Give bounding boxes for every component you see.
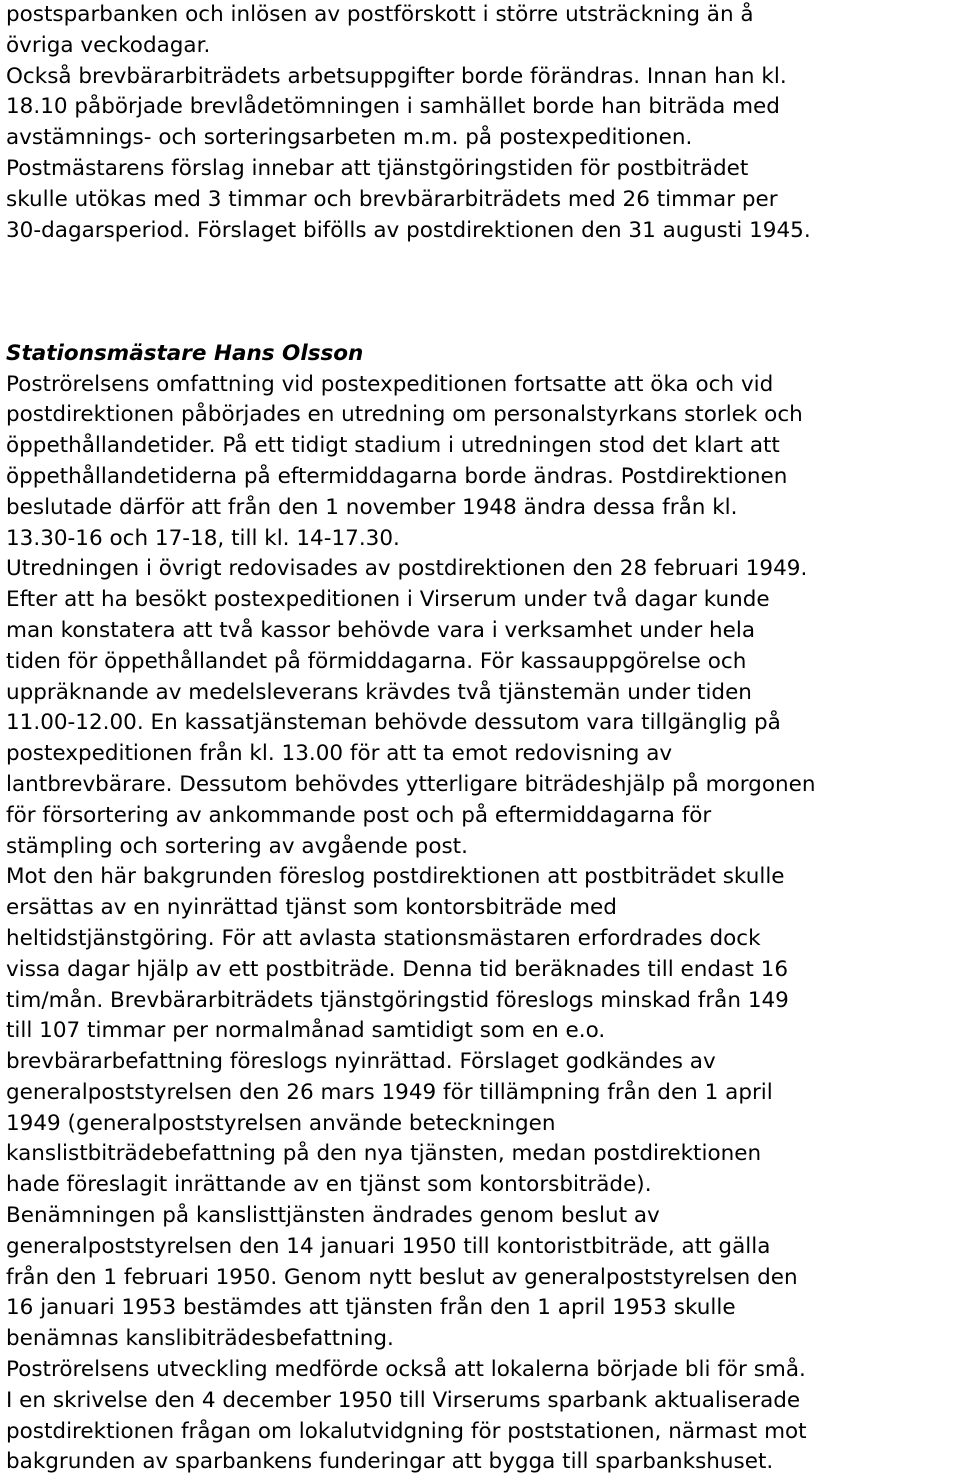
section-heading: Stationsmästare Hans Olsson	[6, 340, 364, 366]
text-line: postsparbanken och inlösen av postförskott i större utsträckning än å	[6, 2, 754, 27]
text-line: 18.10 påbörjade brevlådetömningen i samhället borde han biträda med	[6, 94, 780, 120]
text-line: öppethållandetider. På ett tidigt stadium i utredningen stod det klart att	[6, 433, 780, 459]
text-line: 11.00-12.00. En kassatjänsteman behövde dessutom vara tillgänglig på	[6, 710, 781, 736]
text-line: postdirektionen påbörjades en utredning om personalstyrkans storlek och	[6, 402, 803, 428]
text-line: Efter att ha besökt postexpeditionen i Virserum under två dagar kunde	[6, 587, 770, 613]
paragraph-block-intro	[6, 0, 956, 246]
text-line: man konstatera att två kassor behövde vara i verksamhet under hela	[6, 617, 755, 643]
text-line: generalpoststyrelsen den 14 januari 1950 till kontoristbiträde, att gälla	[6, 1233, 771, 1259]
text-line: 13.30-16 och 17-18, till kl. 14-17.30.	[6, 525, 400, 551]
text-line: övriga veckodagar.	[6, 32, 211, 58]
text-line: tiden för öppethållandet på förmiddagarna. För kassauppgörelse och	[6, 648, 747, 674]
section-gap	[6, 246, 956, 338]
text-line: till 107 timmar per normalmånad samtidigt som en e.o.	[6, 1018, 606, 1044]
text-line: Mot den här bakgrunden föreslog postdirektionen att postbiträdet skulle	[6, 864, 785, 890]
text-line: brevbärarbefattning föreslogs nyinrättad. Förslaget godkändes av	[6, 1049, 716, 1075]
text-line: Poströrelsens utveckling medförde också att lokalerna började bli för små.	[6, 1357, 806, 1383]
text-line: beslutade därför att från den 1 november 1948 ändra dessa från kl.	[6, 494, 738, 520]
text-line: postdirektionen frågan om lokalutvidgning för poststationen, närmast mot	[6, 1418, 807, 1444]
text-line: Postmästarens förslag innebar att tjänstgöringstiden för postbiträdet	[6, 155, 749, 181]
text-line: postexpeditionen från kl. 13.00 för att ta emot redovisning av	[6, 741, 673, 767]
text-line: Utredningen i övrigt redovisades av postdirektionen den 28 februari 1949.	[6, 556, 808, 582]
text-line: ersättas av en nyinrättad tjänst som kontorsbiträde med	[6, 895, 617, 921]
text-line: öppethållandetiderna på eftermiddagarna borde ändras. Postdirektionen	[6, 463, 788, 489]
paragraph-block-main	[6, 370, 956, 1478]
document-page	[6, 0, 956, 1478]
text-line: lantbrevbärare. Dessutom behövdes ytterligare biträdeshjälp på morgonen	[6, 771, 816, 797]
text-line: heltidstjänstgöring. För att avlasta stationsmästaren erfordrades dock	[6, 925, 761, 951]
text-line: från den 1 februari 1950. Genom nytt beslut av generalpoststyrelsen den	[6, 1264, 798, 1290]
text-line: 30-dagarsperiod. Förslaget bifölls av postdirektionen den 31 augusti 1945.	[6, 217, 811, 243]
text-line: I en skrivelse den 4 december 1950 till Virserums sparbank aktualiserade	[6, 1387, 801, 1413]
text-line: generalpoststyrelsen den 26 mars 1949 för tillämpning från den 1 april	[6, 1079, 773, 1105]
text-line: Också brevbärarbiträdets arbetsuppgifter borde förändras. Innan han kl.	[6, 63, 787, 89]
text-line: stämpling och sortering av avgående post.	[6, 833, 468, 859]
text-line: Poströrelsens omfattning vid postexpeditionen fortsatte att öka och vid	[6, 371, 774, 397]
text-line: kanslistbiträdebefattning på den nya tjänsten, medan postdirektionen	[6, 1141, 762, 1167]
text-line: avstämnings- och sorteringsarbeten m.m. på postexpeditionen.	[6, 125, 693, 151]
text-line: för försortering av ankommande post och på eftermiddagarna för	[6, 802, 712, 828]
text-line: 16 januari 1953 bestämdes att tjänsten från den 1 april 1953 skulle	[6, 1295, 736, 1321]
text-line: benämnas kanslibiträdesbefattning.	[6, 1326, 394, 1352]
text-line: 1949 (generalpoststyrelsen använde beteckningen	[6, 1110, 556, 1136]
text-line: Benämningen på kanslisttjänsten ändrades genom beslut av	[6, 1203, 660, 1229]
text-line: uppräknande av medelsleverans krävdes två tjänstemän under tiden	[6, 679, 752, 705]
text-line: hade föreslagit inrättande av en tjänst som kontorsbiträde).	[6, 1172, 652, 1198]
text-line: vissa dagar hjälp av ett postbiträde. Denna tid beräknades till endast 16	[6, 956, 789, 982]
text-line: bakgrunden av sparbankens funderingar att bygga till sparbankshuset.	[6, 1449, 774, 1475]
text-line: tim/mån. Brevbärarbiträdets tjänstgöringstid föreslogs minskad från 149	[6, 987, 789, 1013]
text-line: skulle utökas med 3 timmar och brevbärarbiträdets med 26 timmar per	[6, 186, 778, 212]
